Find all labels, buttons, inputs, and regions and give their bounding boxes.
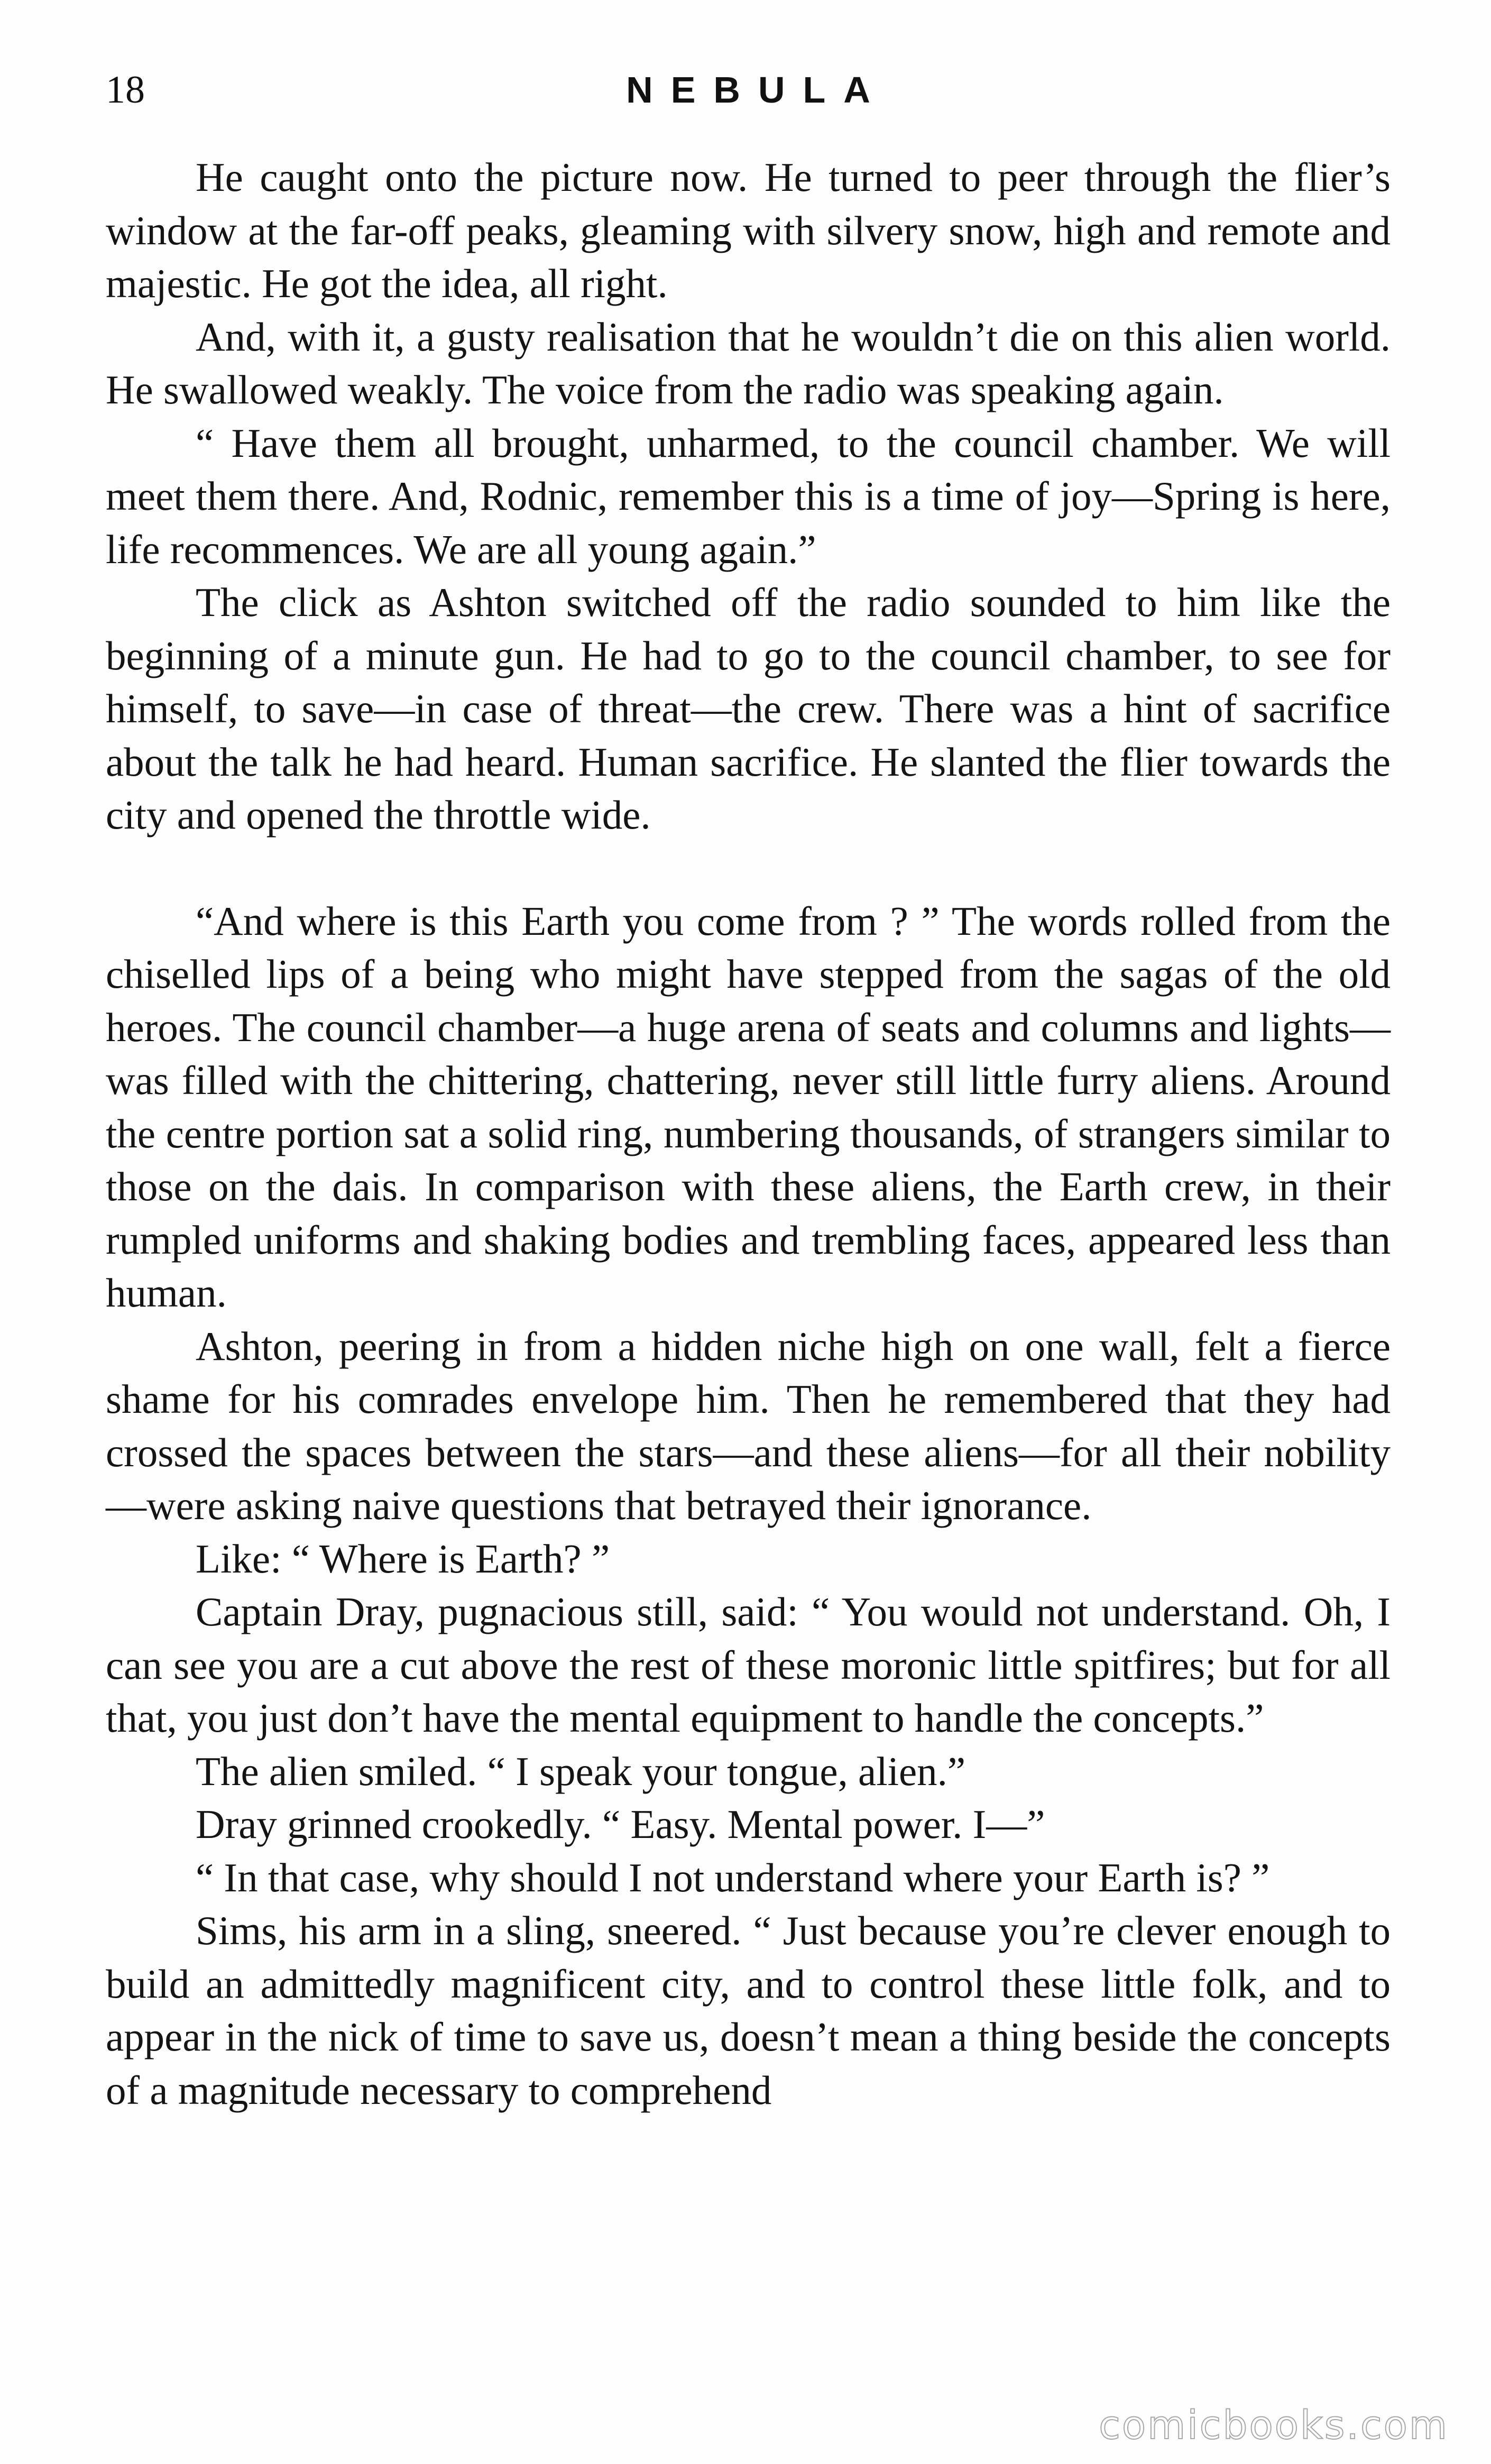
page-header [106,61,1391,119]
section-break [106,842,1391,895]
story-text [106,151,1391,2117]
page-number: 18 [106,68,145,112]
paragraph: “ In that case, why should I not understand where your Earth is? ” [196,1854,1270,1900]
paragraph: Sims, his arm in a sling, sneered. “ Just because you’re clever enough to build an admittedly magnificent city, and to control these little folk, and to appear in the nick of time to save us, doesn’t mean a thing beside the concepts of a magnitude necessary to comprehend [106,1908,1391,2113]
paragraph: “And where is this Earth you come from ? ” The words rolled from the chiselled lips of a being who might have stepped from the sagas of the old heroes. The council chamber—a huge arena of seats and columns and lights—was filled with the chittering, chattering, never still little furry aliens. Around the centre portion sat a solid ring, numbering thousands, of strangers similar to those on the dais. In comparison with these aliens, the Earth crew, in their rumpled uniforms and shaking bodies and trembling faces, appeared less than human. [106,898,1391,1316]
paragraph: Ashton, peering in from a hidden niche high on one wall, felt a fierce shame for his comrades envelope him. Then he remembered that they had crossed the spaces between the stars—and these aliens—for all their nobility—were asking naive questions that betrayed their ignorance. [106,1323,1391,1528]
site-watermark: comicbooks.com [1099,2403,1449,2448]
paragraph: The alien smiled. “ I speak your tongue, alien.” [196,1748,966,1794]
paragraph: He caught onto the picture now. He turned to peer through the flier’s window at the far-off peaks, gleaming with silvery snow, high and remote and majestic. He got the idea, all right. [106,154,1391,306]
paragraph: Captain Dray, pugnacious still, said: “ You would not understand. Oh, I can see you are a cut above the rest of these moronic little spitfires; but for all that, you just don’t have the mental equipment to handle the concepts.” [106,1589,1391,1741]
paragraph: “ Have them all brought, unharmed, to the council chamber. We will meet them there. And, Rodnic, remember this is a time of joy—Spring is here, life recommences. We are all young again.” [106,420,1391,572]
running-title: NEBULA [626,69,888,111]
paragraph: Dray grinned crookedly. “ Easy. Mental power. I—” [196,1801,1045,1847]
paragraph: Like: “ Where is Earth? ” [196,1536,610,1582]
paragraph: The click as Ashton switched off the radio sounded to him like the beginning of a minute gun. He had to go to the council chamber, to see for himself, to save—in case of threat—the crew. There was a hint of sacrifice about the talk he had heard. Human sacrifice. He slanted the flier towards the city and opened the throttle wide. [106,580,1391,838]
paragraph: And, with it, a gusty realisation that he wouldn’t die on this alien world. He swallowed weakly. The voice from the radio was speaking again. [106,314,1391,412]
